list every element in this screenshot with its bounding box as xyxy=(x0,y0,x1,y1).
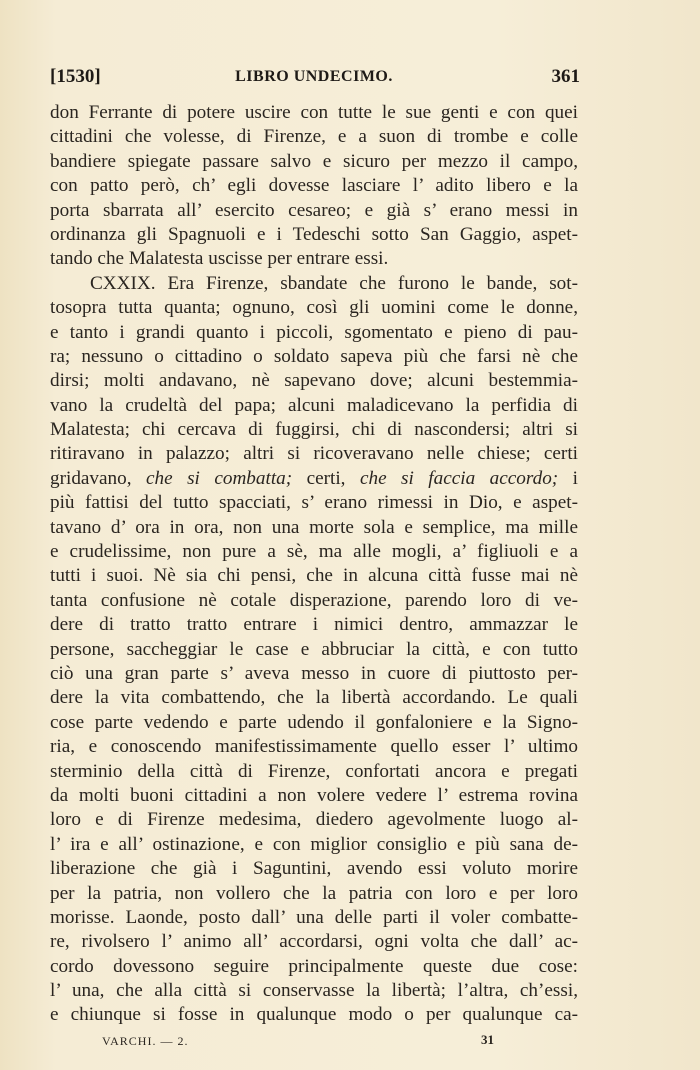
text-line: tosopra tutta quanta; ognuno, così gli uomini come le donne, xyxy=(50,297,578,319)
text-line: sterminio della città di Firenze, confortati ancora e pregati xyxy=(50,760,578,782)
text-line: ria, e conoscendo manifestissimamente quello esser l’ ultimo xyxy=(50,736,578,758)
printer-signature: VARCHI. — 2. xyxy=(102,1034,189,1048)
text-line: Malatesta; chi cercava di fuggirsi, chi di nascondersi; altri si xyxy=(50,419,578,441)
text-line: l’ una, che alla città si conservasse la libertà; l’altra, ch’essi, xyxy=(50,980,578,1002)
text-line: con patto però, ch’ egli dovesse lasciare l’ adito libero e la xyxy=(50,175,578,197)
text-line: tavano d’ ora in ora, non una morte sola e semplice, ma mille xyxy=(50,516,578,538)
header-year: [1530] xyxy=(50,66,101,87)
text-line: ritiravano in palazzo; altri si ricoveravano nelle chiese; certi xyxy=(50,443,578,465)
running-head xyxy=(50,66,578,94)
text-line: liberazione che già i Saguntini, avendo essi voluto morire xyxy=(50,858,578,880)
text-line: e crudelissime, non pure a sè, ma alle mogli, a’ figliuoli e a xyxy=(50,541,578,563)
sheet-number: 31 xyxy=(481,1032,494,1047)
text-line: tutti i suoi. Nè sia chi pensi, che in alcuna città fusse mai nè xyxy=(50,565,578,587)
text-line: tando che Malatesta uscisse per entrare essi. xyxy=(50,248,389,270)
text-line: vano la crudeltà del papa; alcuni maladicevano la perfidia di xyxy=(50,394,578,416)
text-line: ra; nessuno o cittadino o soldato sapeva più che farsi nè che xyxy=(50,345,578,367)
text-line: cittadini che volesse, di Firenze, e a suon di trombe e colle xyxy=(50,126,578,148)
text-line: dere di tratto tratto entrare i nimici dentro, ammazzar le xyxy=(50,614,578,636)
page-number: 361 xyxy=(551,66,580,87)
text-line: loro e di Firenze medesima, diedero agevolmente luogo al- xyxy=(50,809,578,831)
text-line: cose parte vedendo e parte udendo il gonfaloniere e la Signo- xyxy=(50,711,578,733)
paragraph-start-line: CXXIX. Era Firenze, sbandate che furono le bande, sot- xyxy=(90,272,578,294)
text-line: dirsi; molti andavano, nè sapevano dove; alcuni bestemmia- xyxy=(50,370,578,392)
text-line: più fattisi del tutto spacciati, s’ erano rimessi in Dio, e aspet- xyxy=(50,492,578,514)
text-line-with-italics: gridavano, che si combatta; certi, che si faccia accordo; i xyxy=(50,467,578,489)
text-line: bandiere spiegate passare salvo e sicuro per mezzo il campo, xyxy=(50,150,578,172)
text-line: porta sbarrata all’ esercito cesareo; e già s’ erano messi in xyxy=(50,199,578,221)
text-line: cordo dovessono seguire principalmente queste due cose: xyxy=(50,955,578,977)
text-line: don Ferrante di potere uscire con tutte le sue genti e con quei xyxy=(50,102,578,123)
text-line: persone, saccheggiar le case e abbruciar la città, e con tutto xyxy=(50,638,578,660)
text-line: da molti buoni cittadini a non volere vedere l’ estrema rovina xyxy=(50,784,578,806)
header-title: LIBRO UNDECIMO. xyxy=(235,68,393,85)
text-line: morisse. Laonde, posto dall’ una delle parti il voler combatte- xyxy=(50,906,578,928)
text-line: ordinanza gli Spagnuoli e i Tedeschi sotto San Gaggio, aspet- xyxy=(50,223,578,245)
text-line: dere la vita combattendo, che la libertà accordando. Le quali xyxy=(50,687,578,709)
text-line: l’ ira e all’ ostinazione, e con miglior consiglio e più sana de- xyxy=(50,833,578,855)
italic-phrase: che si combatta; xyxy=(145,467,293,489)
text-line: ciò una gran parte s’ aveva messo in cuore di piuttosto per- xyxy=(50,662,578,684)
text-line: e chiunque si fosse in qualunque modo o per qualunque ca- xyxy=(50,1004,578,1026)
text-line: tanta confusione nè cotale disperazione, parendo loro di ve- xyxy=(50,589,578,611)
page-footer xyxy=(102,1030,522,1050)
text-line: per la patria, non vollero che la patria con loro e per loro xyxy=(50,882,578,904)
text-line: e tanto i grandi quanto i piccoli, sgomentato e pieno di pau- xyxy=(50,321,578,343)
body-text xyxy=(50,101,578,1028)
italic-phrase: che si faccia accordo; xyxy=(359,467,559,489)
text-line: re, rivolsero l’ animo all’ accordarsi, ogni volta che dall’ ac- xyxy=(50,931,578,953)
